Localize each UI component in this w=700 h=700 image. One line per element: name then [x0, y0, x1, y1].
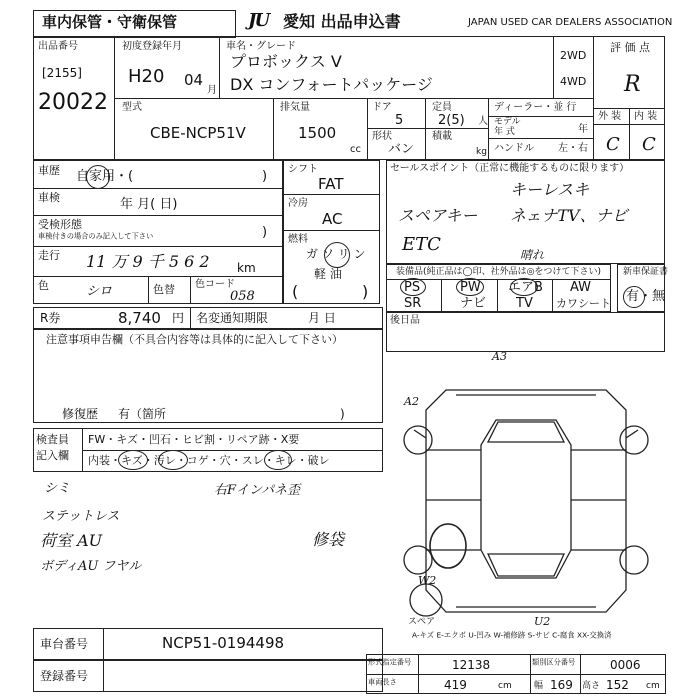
chassis-value: NCP51-0194498	[162, 634, 285, 652]
remark-6: ボディAU フヤル	[40, 559, 142, 574]
model-value: CBE-NCP51V	[150, 124, 246, 142]
repair-close: )	[340, 407, 345, 421]
reg-month: 04	[184, 71, 204, 89]
car-name: プロボックス V	[230, 52, 342, 71]
color-label: 色	[38, 279, 49, 292]
mileage-label: 走行	[38, 249, 60, 262]
chassis-label: 車台番号	[40, 637, 89, 651]
fuel-paren-close: )	[362, 282, 369, 301]
sales-line-4: ETC	[402, 234, 441, 255]
ac-label: 冷房	[288, 198, 308, 209]
exterior-label: 外 装	[598, 111, 622, 122]
mark-a2: A2	[404, 395, 419, 408]
length-label: 車両長さ	[368, 679, 397, 688]
model-year-label1: モデル	[494, 117, 521, 127]
doors-label: ドア	[372, 102, 392, 113]
color-code-label: 色コード	[195, 279, 235, 290]
remark-4: 荷室 AU	[40, 531, 103, 550]
drive-4wd: 4WD	[560, 75, 587, 88]
equip-airbag-circle	[510, 278, 538, 296]
inspector-stain-circle	[158, 450, 188, 470]
recycle-unit: 円	[172, 311, 185, 325]
inspector-row2: 内装・キズ・汚レ・コゲ・穴・スレ・キレ・破レ	[88, 454, 330, 467]
car-damage-diagram	[386, 350, 666, 630]
width-value: 169	[550, 678, 573, 692]
fuel-gas: ガ ソ リ ン	[306, 247, 366, 261]
color-value: シロ	[86, 284, 113, 299]
width-label: 幅	[534, 681, 544, 691]
equip-pw: PW	[460, 280, 481, 295]
inspection-form-sub: 車検付きの場合のみ記入して下さい	[38, 233, 154, 242]
model-year-unit: 年	[578, 124, 588, 135]
reg-label: 初度登録年月	[122, 41, 182, 52]
association-name: JAPAN USED CAR DEALERS ASSOCIATION	[468, 17, 673, 28]
shape-label: 形状	[372, 131, 392, 142]
lot-small-number: [2155]	[42, 66, 82, 80]
mark-u2: U2	[534, 615, 551, 628]
equipment-label: 装備品(純正品は◯印、社外品は◎をつけて下さい)	[396, 267, 601, 277]
cert-label2: 類別区分番号	[532, 659, 576, 668]
inspector-wear-circle	[264, 450, 292, 470]
history-private-circle	[86, 165, 110, 189]
height-label: 高さ	[582, 681, 601, 691]
repair-label: 修復歴	[62, 407, 99, 421]
capacity-label: 定員	[432, 102, 452, 113]
mark-w2: W2	[418, 574, 437, 587]
lot-number: 20022	[38, 90, 108, 115]
spare-label: スペア	[408, 617, 436, 627]
damage-legend: A-キズ E-エクボ U-凹み W-補修跡 S-サビ C-腐食 XX-交換済	[412, 631, 612, 641]
color-code-value: 058	[230, 289, 255, 304]
history-label: 車歴	[38, 164, 60, 177]
score-value: R	[624, 72, 641, 97]
load-label: 積載	[432, 131, 452, 142]
cert-value2: 0006	[610, 658, 641, 672]
history-close: )	[262, 169, 268, 184]
mileage-value: 11 万 9 千 5 6 2	[86, 252, 210, 271]
model-label: 型式	[122, 102, 142, 113]
sales-line-2: スペアキー	[398, 206, 478, 225]
interior-score: C	[642, 134, 656, 155]
reg-era: H20	[128, 66, 165, 87]
name-change-unit: 月 日	[308, 311, 336, 325]
doors-value: 5	[395, 113, 404, 128]
equip-tv: TV	[516, 296, 533, 311]
score-label: 評 価 点	[610, 41, 650, 54]
equip-airbag: エアB	[508, 280, 543, 295]
remark-2: 右Fインパネ歪	[214, 483, 301, 498]
cert-value1: 12138	[452, 658, 491, 672]
inspection-label: 車検	[38, 191, 60, 204]
shift-label: シフト	[288, 164, 318, 175]
registration-label: 登録番号	[40, 669, 89, 683]
remark-3: ステットレス	[42, 509, 120, 524]
fuel-gas-circle	[324, 242, 350, 268]
sales-line-1: キーレスキ	[510, 180, 590, 199]
model-year-label2: 年 式	[494, 127, 515, 137]
inspector-scratch-circle	[118, 450, 148, 470]
equip-leather: カワシート	[556, 297, 611, 310]
equip-sr: SR	[404, 296, 422, 311]
warranty-yes-circle	[623, 286, 645, 308]
capacity-unit: 人	[478, 116, 488, 127]
warranty-label: 新車保証書	[623, 267, 669, 277]
sales-point-label: セールスポイント（正常に機能するものに限ります）	[390, 163, 630, 174]
drive-2wd: 2WD	[560, 49, 587, 62]
recycle-value: 8,740	[118, 309, 161, 327]
fuel-diesel: 軽 油	[314, 267, 342, 281]
equip-navi: ナビ	[460, 296, 487, 311]
reg-month-unit: 月	[207, 85, 217, 96]
handle-label: ハンドル	[494, 143, 534, 154]
dealer-label: ディーラー・並 行	[494, 102, 577, 113]
car-label: 車名・グレード	[226, 41, 296, 52]
ac-value: AC	[322, 210, 343, 228]
height-unit: cm	[646, 681, 660, 691]
mark-a3: A3	[492, 350, 507, 363]
remark-1: シミ	[44, 481, 71, 496]
later-items-box	[386, 312, 665, 352]
car-grade: DX コンフォートパッケージ	[230, 75, 433, 94]
displacement-label: 排気量	[280, 102, 310, 113]
equip-aw: AW	[570, 280, 592, 295]
fuel-paren-open: (	[292, 282, 299, 301]
length-value: 419	[444, 678, 467, 692]
inspection-form-label: 受検形態	[38, 218, 82, 231]
form-title: 愛知 出品申込書	[283, 12, 401, 31]
exterior-score: C	[606, 134, 620, 155]
inspector-label1: 検査員	[36, 433, 69, 446]
equip-ps-circle	[400, 278, 426, 296]
inspector-label2: 記入欄	[36, 449, 69, 462]
recycle-label: R券	[40, 311, 61, 325]
load-unit: kg	[476, 147, 487, 157]
remark-5: 修袋	[312, 530, 345, 549]
later-label: 後日品	[390, 315, 420, 326]
color-change-label: 色替	[153, 283, 175, 296]
ju-logo: JU	[248, 10, 269, 31]
repair-value: 有（箇所	[118, 407, 167, 421]
equip-ps: PS	[404, 280, 421, 295]
lot-label: 出品番号	[38, 41, 78, 52]
sales-line-5: 晴れ	[520, 248, 545, 262]
interior-label: 内 装	[634, 111, 658, 122]
capacity-value: 2(5)	[438, 113, 465, 128]
shape-value: バン	[388, 142, 415, 157]
inspection-form-close: )	[262, 225, 268, 240]
sales-line-3: ネェナTV、ナビ	[510, 206, 628, 225]
history-value: 自家用・(	[76, 169, 134, 184]
height-value: 152	[606, 678, 629, 692]
cert-label1: 形式指定番号	[368, 659, 412, 668]
inspector-row1: FW・キズ・凹石・ヒビ割・リペア跡・X要	[88, 433, 300, 446]
notes-label: 注意事項申告欄（不具合内容等は具体的に記入して下さい）	[46, 333, 343, 346]
warranty-value: 有・無	[626, 289, 666, 304]
equip-pw-circle	[456, 278, 484, 296]
fuel-label: 燃料	[288, 234, 308, 245]
storage-tab-label: 車内保管・守衛保管	[42, 13, 178, 31]
displacement-value: 1500	[298, 124, 337, 142]
inspection-value: 年 月( 日)	[120, 197, 178, 212]
displacement-unit: cc	[350, 144, 361, 155]
length-unit: cm	[498, 681, 512, 691]
mileage-unit: km	[237, 261, 256, 275]
shift-value: FAT	[318, 175, 344, 193]
handle-value: 左・右	[558, 143, 588, 154]
name-change-label: 名変通知期限	[196, 311, 269, 325]
